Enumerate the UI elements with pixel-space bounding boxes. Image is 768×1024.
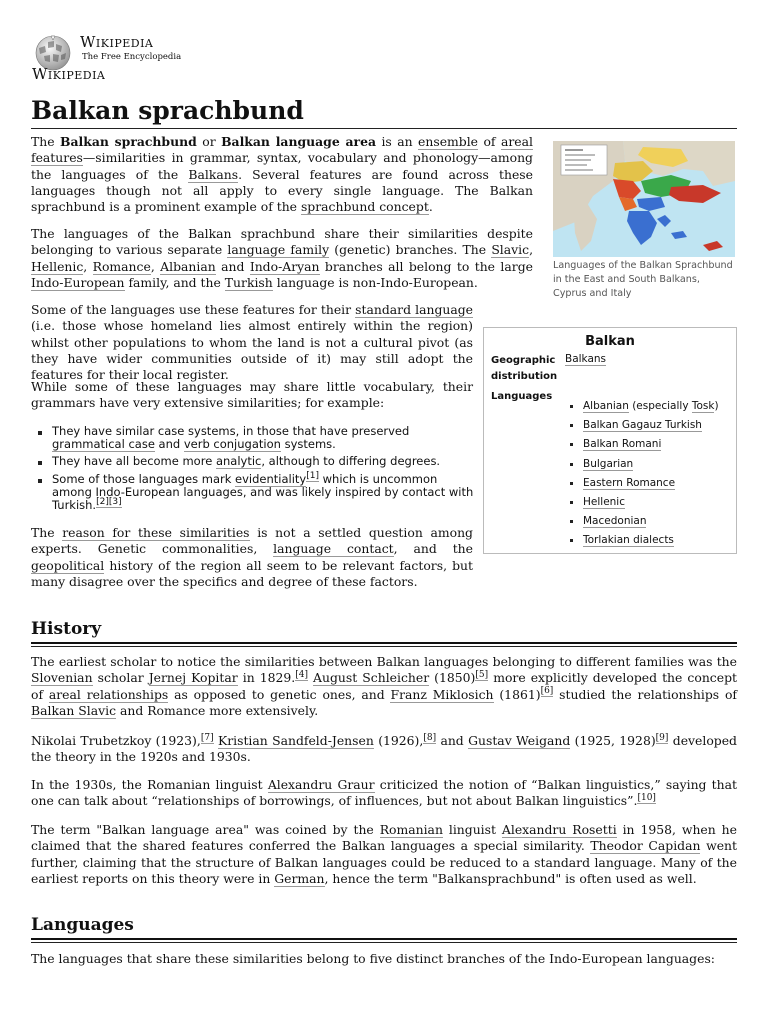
link-areal-relationships[interactable]: areal relationships: [48, 686, 169, 702]
intro-paragraph-4: While some of these languages may share little vocabulary, their grammars have very extensive similarities; for example:: [31, 379, 473, 411]
similarities-list: [31, 425, 476, 516]
bold-term: Balkan sprachbund: [60, 134, 197, 149]
infobox: [483, 327, 737, 554]
link-eastern-romance[interactable]: Eastern Romance: [583, 476, 676, 489]
link-august-schleicher[interactable]: August Schleicher: [313, 670, 430, 686]
link-analytic[interactable]: analytic: [215, 454, 262, 469]
link-balkan-slavic[interactable]: Balkan Slavic: [31, 702, 117, 718]
intro-paragraph-1: The Balkan sprachbund or Balkan language area is an ensemble of areal features—similarities in grammar, syntax, vocabulary and phonology—among the languages of the Balkans. Several features are found across these languages though not all apply to every single language. The Balkan sprachbund is a prominent example of the sprachbund concept.: [31, 134, 533, 215]
citation-ref[interactable]: [10]: [637, 793, 656, 804]
languages-paragraph-1: The languages that share these similarities belong to five distinct branches of the Indo-European languages:: [31, 951, 715, 966]
languages-divider: [31, 938, 737, 940]
link-hellenic-lang[interactable]: Hellenic: [583, 495, 625, 508]
link-german[interactable]: German: [274, 870, 325, 886]
site-header: [31, 30, 291, 86]
link-romanian[interactable]: Romanian: [379, 822, 443, 837]
list-item: Some of those languages mark evidentiality[1] which is uncommon among Indo-European languages, and was likely inspired by contact with Turkish.[2][3]: [31, 473, 476, 513]
link-language-family[interactable]: language family: [227, 242, 330, 258]
link-macedonian[interactable]: Macedonian: [583, 515, 647, 528]
infobox-geo-label: Geographic distribution: [491, 355, 558, 382]
citation-ref[interactable]: [1]: [306, 470, 319, 481]
intro-paragraph-3: Some of the languages use these features for their standard language (i.e. those whose homeland lies almost entirely within the region) whilst other populations to whom the land is not a cultural pivot (as they have wider communities outside of it) may still adopt the features for their local register.: [31, 302, 474, 383]
intro-paragraph-2: The languages of the Balkan sprachbund share their similarities despite belonging to various separate language family (genetic) branches. The Slavic, Hellenic, Romance, Albanian and Indo-Aryan branches all belong to the large Indo-European family, and the Turkish language is non-Indo-European.: [31, 226, 534, 290]
link-alexandru-graur[interactable]: Alexandru Graur: [267, 777, 375, 792]
wordmark-secondary: Wikipedia: [32, 65, 106, 83]
infobox-geo-value[interactable]: Balkans: [565, 353, 607, 365]
link-language-contact[interactable]: language contact: [273, 541, 394, 557]
list-item: [565, 417, 719, 436]
citation-ref[interactable]: [4]: [295, 670, 308, 681]
link-sprachbund-concept[interactable]: sprachbund concept: [300, 199, 429, 215]
history-paragraph-1: The earliest scholar to notice the similarities between Balkan languages belonging to different families was the Slovenian scholar Jernej Kopitar in 1829.[4] August Schleicher (1850)[5] more explicitly developed the concept of areal relationships as opposed to genetic ones, and Franz Miklosich (1861)[6] studied the relationships of Balkan Slavic and Romance more extensively.: [31, 654, 737, 718]
infobox-languages-label: Languages: [491, 391, 553, 402]
link-bulgarian[interactable]: Bulgarian: [583, 457, 634, 470]
citation-ref[interactable]: [2]: [96, 497, 109, 508]
link-ensemble[interactable]: ensemble: [418, 134, 479, 149]
link-areal-features[interactable]: areal features: [31, 134, 533, 166]
link-gustav-weigand[interactable]: Gustav Weigand: [468, 733, 571, 748]
history-paragraph-2: Nikolai Trubetzkoy (1923),[7] Kristian Sandfeld-Jensen (1926),[8] and Gustav Weigand (1925, 1928)[9] developed the theory in the 1920s and 1930s.: [31, 732, 737, 765]
history-paragraph-4: The term "Balkan language area" was coined by the Romanian linguist Alexandru Rosetti in 1958, when he claimed that the shared features conferred the Balkan languages a special similarity. Theodor Capidan went further, claiming that the structure of Balkan languages could be reduced to a standard language. Many of the earliest reports on this theory were in German, hence the term "Balkansprachbund" is often used as well.: [31, 822, 738, 886]
link-franz-miklosich[interactable]: Franz Miklosich: [390, 686, 494, 702]
link-romance[interactable]: Romance: [92, 258, 151, 274]
citation-ref[interactable]: [9]: [655, 732, 669, 743]
intro-paragraph-5: The reason for these similarities is not a settled question among experts. Genetic commonalities, language contact, and the geopolitical history of the region all seem to be relevant factors, but many disagree over the specifics and degree of these factors.: [31, 525, 473, 589]
link-reason-for-similarities[interactable]: reason for these similarities: [62, 525, 250, 540]
history-heading: History: [31, 619, 102, 639]
link-kristian-sandfeld-jensen[interactable]: Kristian Sandfeld-Jensen: [217, 733, 374, 748]
bold-term: Balkan language area: [221, 134, 376, 149]
tagline: The Free Encyclopedia: [82, 52, 182, 62]
link-tosk[interactable]: Tosk: [691, 400, 715, 412]
link-turkish[interactable]: Turkish: [224, 274, 273, 290]
link-indo-aryan[interactable]: Indo-Aryan: [249, 258, 320, 274]
link-geopolitical[interactable]: geopolitical: [31, 557, 105, 573]
citation-ref[interactable]: [8]: [423, 732, 437, 743]
link-indo-european[interactable]: Indo-European: [31, 274, 125, 290]
link-grammatical-case[interactable]: grammatical case: [52, 437, 155, 452]
infobox-title: Balkan: [585, 334, 635, 349]
infobox-language-list: [565, 398, 719, 552]
list-item: Albanian (especially Tosk): [565, 398, 719, 417]
citation-ref[interactable]: [3]: [108, 497, 122, 508]
link-jernej-kopitar[interactable]: Jernej Kopitar: [148, 670, 238, 686]
link-albanian-lang[interactable]: Albanian: [583, 400, 629, 412]
list-item: [565, 532, 719, 551]
citation-ref[interactable]: [5]: [475, 670, 489, 681]
list-item: [565, 513, 719, 532]
list-item: They have similar case systems, in those that have preserved grammatical case and verb conjugation systems.: [31, 425, 476, 451]
link-theodor-capidan[interactable]: Theodor Capidan: [590, 838, 701, 854]
history-divider: [31, 642, 737, 644]
link-balkans[interactable]: Balkans: [188, 166, 239, 182]
link-hellenic[interactable]: Hellenic: [31, 258, 84, 274]
title-divider: [31, 128, 737, 129]
balkan-languages-map[interactable]: [553, 141, 735, 257]
list-item: [565, 436, 719, 455]
citation-ref[interactable]: [7]: [200, 732, 214, 743]
wordmark[interactable]: Wikipedia: [80, 33, 154, 51]
link-standard-language[interactable]: standard language: [355, 302, 474, 317]
list-item: [565, 475, 719, 494]
map-figure: [553, 141, 735, 301]
list-item: They have all become more analytic, although to differing degrees.: [31, 455, 476, 468]
link-verb-conjugation[interactable]: verb conjugation: [183, 437, 281, 452]
citation-ref[interactable]: [6]: [540, 686, 554, 697]
map-caption: Languages of the Balkan Sprachbund in the East and South Balkans, Cyprus and Italy: [553, 260, 733, 299]
history-paragraph-3: In the 1930s, the Romanian linguist Alexandru Graur criticized the notion of “Balkan linguistics,” saying that one can talk about “relationships of borrowings, of influences, but not about Balkan linguistics”.[10]: [31, 777, 737, 809]
link-slavic[interactable]: Slavic: [491, 242, 530, 258]
link-balkan-gagauz-turkish[interactable]: Balkan Gagauz Turkish: [583, 419, 702, 432]
list-item: [565, 494, 719, 513]
link-torlakian-dialects[interactable]: Torlakian dialects: [583, 534, 674, 547]
languages-heading: Languages: [31, 915, 134, 935]
link-slovenian[interactable]: Slovenian: [31, 670, 93, 686]
link-albanian[interactable]: Albanian: [160, 258, 216, 274]
link-evidentiality[interactable]: evidentiality: [235, 471, 307, 486]
history-divider-thin: [31, 646, 737, 647]
link-alexandru-rosetti[interactable]: Alexandru Rosetti: [501, 822, 617, 837]
link-balkan-romani[interactable]: Balkan Romani: [583, 438, 662, 451]
languages-divider-thin: [31, 942, 737, 943]
list-item: [565, 456, 719, 475]
page-title: Balkan sprachbund: [31, 96, 304, 125]
